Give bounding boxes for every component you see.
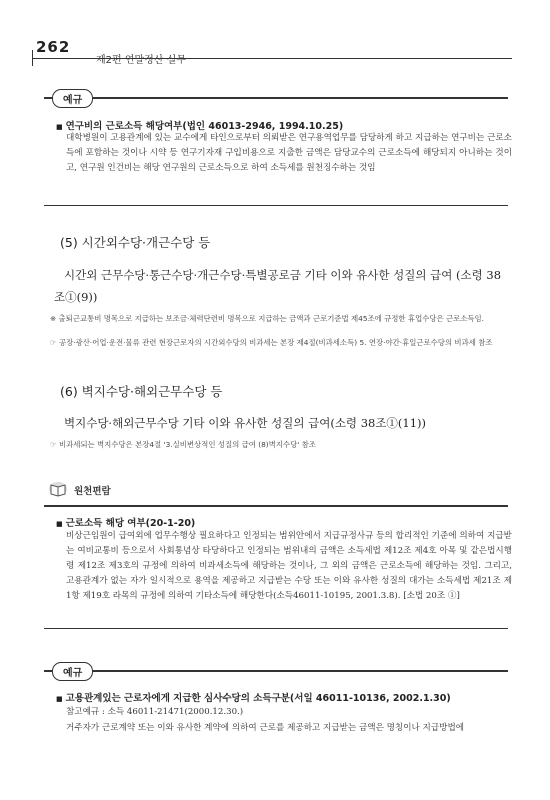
chapter-title: 제2편 연말정산 실무 xyxy=(96,55,186,66)
ruling-title-text: 근로소득 해당 여부(20-1-20) xyxy=(65,518,196,529)
ruling-title: ■ 근로소득 해당 여부(20-1-20) xyxy=(56,518,196,529)
example2-title-text: 고용관계있는 근로자에게 지급한 심사수당의 소득구분(서일 46011-10136, 2002.1.30) xyxy=(65,693,451,704)
section5-note1: ※ 출퇴근교통비 명목으로 지급하는 보조금·체력단련비 명목으로 지급하는 금액과 근로기준법 제45조에 규정한 휴업수당은 근로소득임. xyxy=(50,314,485,323)
example2-badge: 예규 xyxy=(52,662,93,681)
example2-title: ■ 고용관계있는 근로자에게 지급한 심사수당의 소득구분(서일 46011-10136, 2002.1.30) xyxy=(56,693,451,704)
section6-heading: (6) 벽지수당·해외근무수당 등 xyxy=(60,384,223,399)
ruling-badge: 원천편람 xyxy=(74,486,111,497)
section5-text: 시간외 근무수당·통근수당·개근수당·특별공로금 기타 이와 유사한 성질의 급여 (소령 38조①(9)) xyxy=(54,268,502,304)
example1-body: 대학병원이 고용관계에 있는 교수에게 타인으로부터 의뢰받은 연구용역업무를 담당하게 하고 지급하는 연구비는 근로소득에 포함하는 것이나 시약 등 연구기자재 구입비용으로 지출한 금액은 담당교수의 근로소득에 해당되지 아니하는 것이고, 연구원 인건비는 해당 연구원의 근로소득으로 하여 소득세를 원천징수하는 것임 xyxy=(66,133,512,173)
example1-top-rule xyxy=(44,97,508,99)
section6-note1: ☞ 비과세되는 벽지수당은 본장4절 '3.실비변상적인 성질의 급여 (8)벽지수당' 참조 xyxy=(50,440,316,449)
example2-top-rule xyxy=(44,670,508,672)
section5-heading: (5) 시간외수당·개근수당 등 xyxy=(60,235,211,250)
section5-note2: ☞ 공장·광산·어업·운전·물류 관련 현장근로자의 시간외수당의 비과세는 본장 제4절(비과세소득) 5. 연장·야간·휴일근로수당의 비과세 참조 xyxy=(50,338,493,347)
section6-text: 벽지수당·해외근무수당 기타 이와 유사한 성질의 급여(소령 38조①(11)) xyxy=(64,416,427,430)
example1-title-text: 연구비의 근로소득 해당여부(법인 46013-2946, 1994.10.25) xyxy=(65,121,344,132)
example1-title: ■ 연구비의 근로소득 해당여부(법인 46013-2946, 1994.10.25) xyxy=(56,121,344,132)
ruling-body: 비상근임원이 급여외에 업무수행상 필요하다고 인정되는 범위안에서 지급규정사규 등의 합리적인 기준에 의하여 지급받는 여비교통비 등으로서 사회통념상 타당하다고 인정되는 범위내의 금액은 소득세법 제12조 제4호 아목 및 같은법시행령 제12조 제3호의 규정에 의하여 비과세소득에 해당하는 것이나, 그 외의 금액은 근로소득에 해당하는 것임. 그리고, 고용관계가 없는 자가 일시적으로 용역을 제공하고 지급받는 수당 또는 이와 유사한 성질의 대가는 소득세법 제21조 제1항 제19호 라목의 규정에 의하여 기타소득에 해당한다(소득46011-10195, 2001.3.8). [소법 20조 ①] xyxy=(66,531,512,601)
page-number: 262 xyxy=(36,38,71,56)
example1-bottom-rule xyxy=(44,205,508,206)
book-icon xyxy=(48,481,68,497)
ruling-bottom-rule xyxy=(44,628,508,629)
example2-ref: 참고예규 : 소득 46011-21471(2000.12.30.) xyxy=(66,707,244,717)
example1-badge: 예규 xyxy=(52,89,93,108)
ruling-top-rule xyxy=(44,505,508,507)
example2-body: 거주자가 근로계약 또는 이와 유사한 계약에 의하여 근로를 제공하고 지급받는 금액은 명칭이나 지급방법에 xyxy=(66,723,465,733)
